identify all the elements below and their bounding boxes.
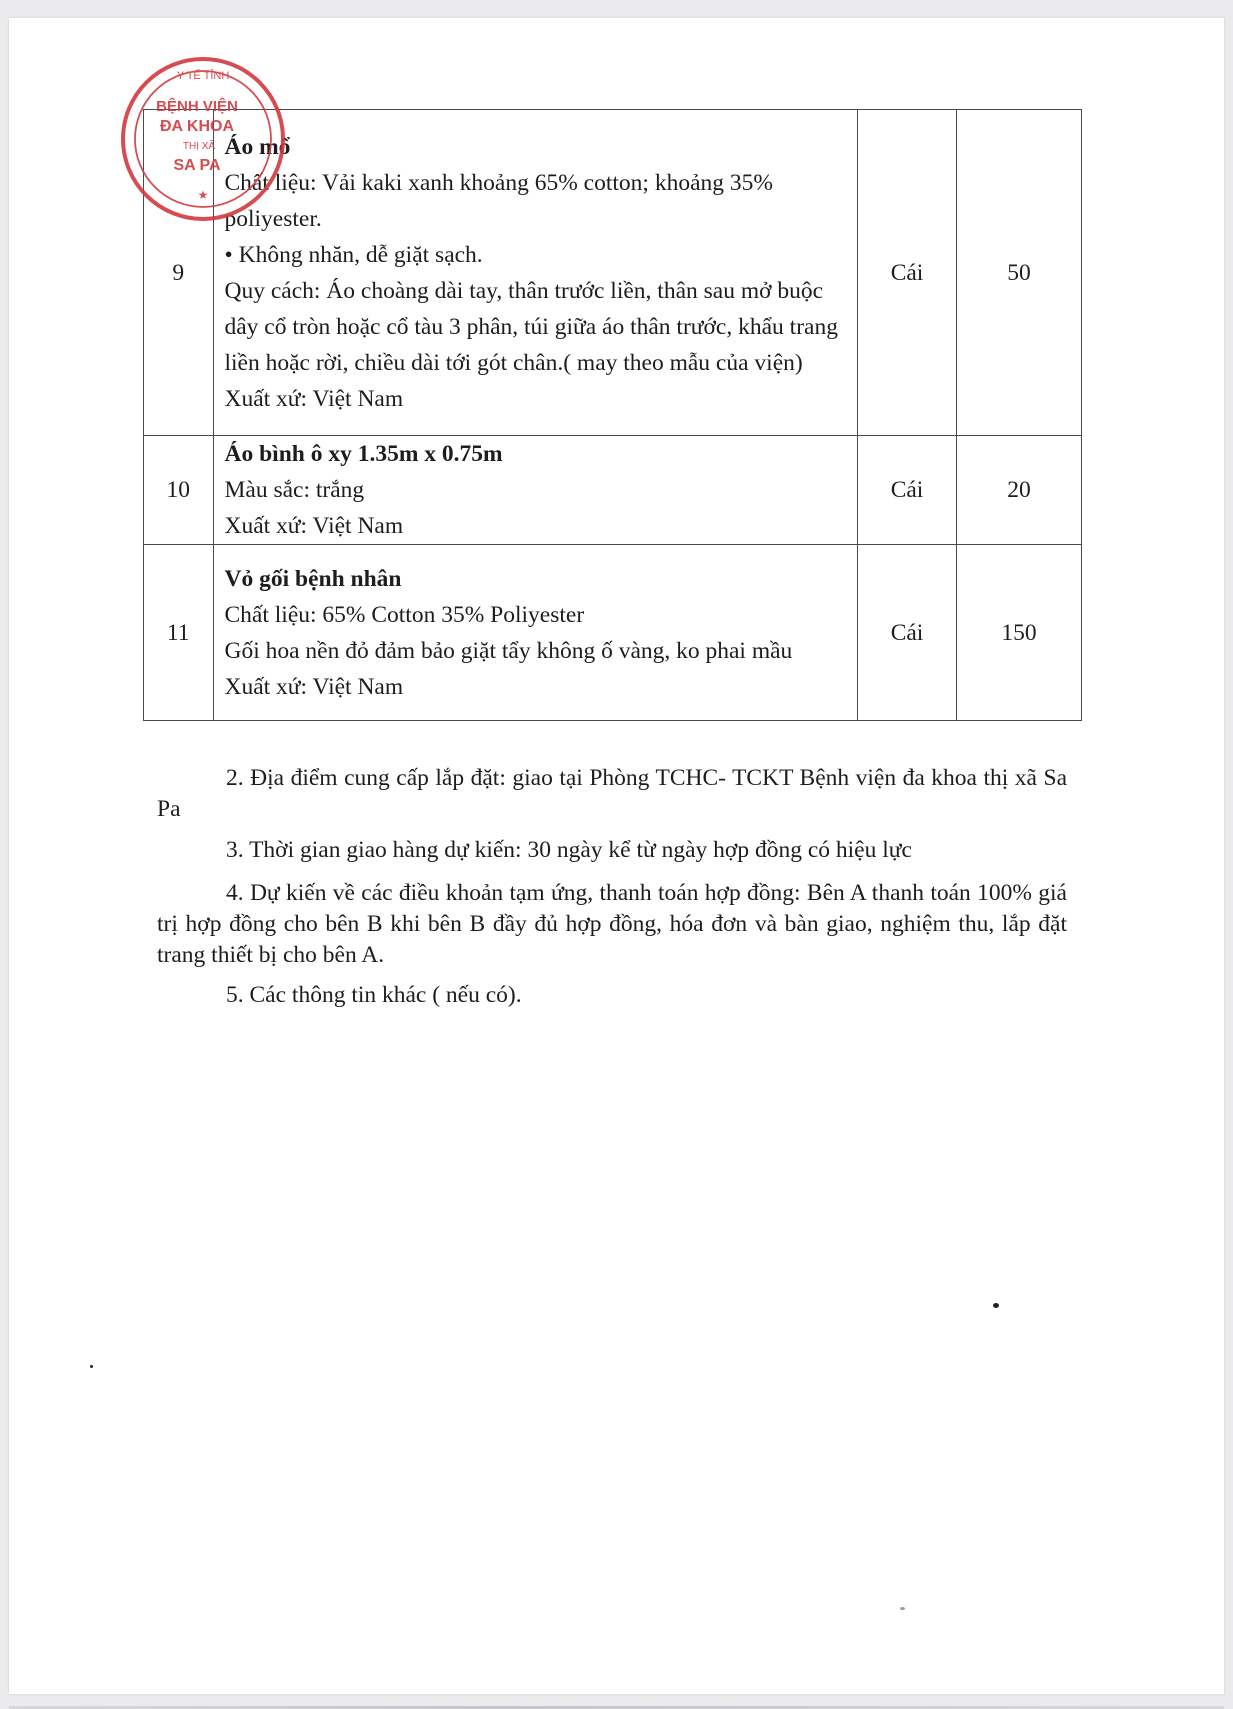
stamp-line-1: BỆNH VIỆN: [156, 98, 238, 115]
paragraph-delivery-location: 2. Địa điểm cung cấp lắp đặt: giao tại Phòng TCHC- TCKT Bệnh viện đa khoa thị xã Sa Pa: [157, 765, 1067, 822]
item-quantity: 50: [956, 110, 1081, 436]
stamp-line-3: THỊ XÃ: [182, 141, 216, 152]
stamp-top-text: Y TẾ TỈNH: [176, 70, 230, 82]
item-detail: Màu sắc: trắng: [224, 477, 365, 503]
item-detail: Xuất xứ: Việt Nam: [224, 513, 404, 539]
table-row: [144, 436, 1082, 545]
item-detail: • Không nhăn, dễ giặt sạch.: [224, 241, 483, 268]
items-table: [143, 109, 1082, 721]
item-title: Áo bình ô xy 1.35m x 0.75m: [224, 441, 503, 467]
item-detail: Chất liệu: Vải kaki xanh khoảng 65% cotton; khoảng 35% poliyester.: [224, 169, 773, 232]
item-unit: Cái: [858, 436, 957, 545]
item-quantity: 150: [956, 545, 1081, 721]
item-detail: Xuất xứ: Việt Nam: [224, 673, 404, 700]
stamp-star-icon: ★: [197, 188, 209, 202]
item-quantity: 20: [956, 436, 1081, 545]
item-title: Vỏ gối bệnh nhân: [224, 565, 402, 592]
item-detail: Chất liệu: 65% Cotton 35% Poliyester: [224, 601, 585, 628]
stamp-line-2: ĐA KHOA: [159, 118, 235, 135]
paragraph-other-info: 5. Các thông tin khác ( nếu có).: [226, 982, 522, 1008]
item-description: [213, 545, 858, 721]
item-detail: Xuất xứ: Việt Nam: [224, 385, 404, 412]
item-description: [213, 436, 858, 545]
item-unit: Cái: [858, 545, 957, 721]
item-unit: Cái: [858, 110, 957, 436]
table-row: [144, 110, 1082, 436]
stamp-line-4: SA PA: [173, 157, 221, 174]
paragraph-delivery-time: 3. Thời gian giao hàng dự kiến: 30 ngày kể từ ngày hợp đồng có hiệu lực: [226, 837, 912, 863]
scan-speck: [90, 1365, 93, 1368]
item-description: [213, 110, 858, 436]
paragraph-payment-terms: 4. Dự kiến về các điều khoản tạm ứng, thanh toán hợp đồng: Bên A thanh toán 100% giá trị hợp đồng cho bên B khi bên B đầy đủ hợp đồng, hóa đơn và bàn giao, nghiệm thu, lắp đặt trang thiết bị cho bên A.: [157, 880, 1067, 968]
item-detail: Gối hoa nền đỏ đảm bảo giặt tẩy không ố vàng, ko phai mầu: [224, 637, 793, 664]
item-number: 10: [144, 436, 214, 545]
scan-speck: [993, 1303, 999, 1308]
scan-speck: [900, 1607, 905, 1610]
item-title: Áo mổ: [224, 133, 291, 160]
table-row: [144, 545, 1082, 721]
item-detail: Quy cách: Áo choàng dài tay, thân trước liền, thân sau mở buộc dây cổ tròn hoặc cổ tàu 3 phân, túi giữa áo thân trước, khẩu trang liền hoặc rời, chiều dài tới gót chân.( may theo mẫu của viện): [224, 277, 838, 376]
item-number: 9: [144, 110, 214, 436]
item-number: 11: [144, 545, 214, 721]
